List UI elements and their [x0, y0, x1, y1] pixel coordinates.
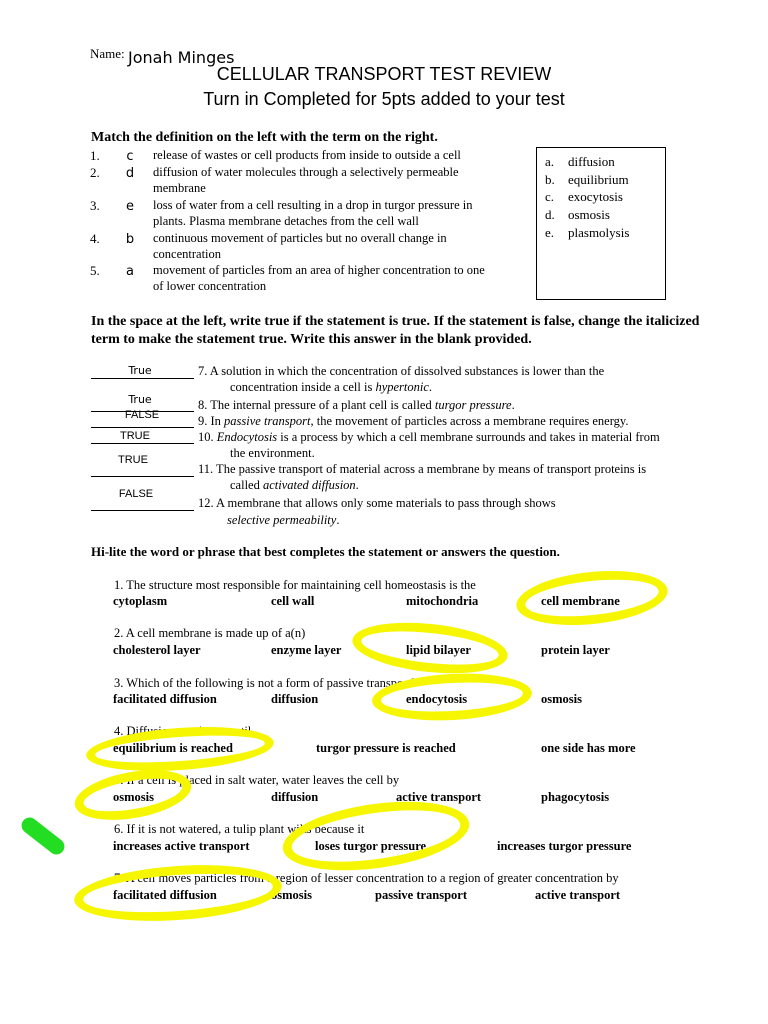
highlight-loop-q5 — [71, 762, 195, 828]
question-stem: 7. A cell moves particles from a region of lesser concentration to a region of greater concentration by — [114, 871, 619, 885]
match-definition-cont: of lower concentration — [153, 279, 267, 293]
term-letter: d. — [545, 207, 555, 222]
term-equilibrium: equilibrium — [568, 172, 629, 187]
question-stem: 3. Which of the following is not a form of passive transport? — [114, 676, 417, 690]
match-number: 1. — [90, 148, 100, 163]
answer-blank-line[interactable] — [91, 510, 194, 511]
match-answer-blank[interactable]: a — [126, 264, 134, 279]
option-cytoplasm[interactable]: cytoplasm — [113, 594, 168, 608]
tf-statement: 7. A solution in which the concentration of dissolved substances is lower than the — [198, 364, 605, 378]
option-one-side-has-more[interactable]: one side has more — [541, 741, 636, 755]
option-cholesterol-layer[interactable]: cholesterol layer — [113, 643, 201, 657]
term-plasmolysis: plasmolysis — [568, 225, 630, 240]
matching-instructions: Match the definition on the left with the term on the right. — [91, 130, 438, 145]
match-answer-blank[interactable]: d — [125, 166, 135, 181]
tf-answer[interactable]: True — [128, 364, 152, 377]
true-false-instructions: In the space at the left, write true if the statement is true. If the statement is false, change the italicized term to make the statement true. Write this answer in the blank provided. — [91, 314, 700, 347]
question-stem: 4. Diffusion continues until — [114, 724, 252, 738]
option-equilibrium-is-reached[interactable]: equilibrium is reached — [113, 741, 233, 755]
question-stem: 5. If a cell is placed in salt water, water leaves the cell by — [114, 773, 400, 787]
match-definition-cont: membrane — [153, 181, 206, 195]
option-osmosis[interactable]: osmosis — [271, 888, 312, 902]
option-loses-turgor-pressure[interactable]: loses turgor pressure — [315, 839, 427, 853]
student-name[interactable]: Jonah Minges — [128, 48, 235, 67]
option-cell-membrane[interactable]: cell membrane — [541, 594, 620, 608]
option-osmosis[interactable]: osmosis — [541, 692, 582, 706]
option-cell-wall[interactable]: cell wall — [271, 594, 315, 608]
answer-blank-line[interactable] — [91, 378, 194, 379]
option-facilitated-diffusion[interactable]: facilitated diffusion — [113, 888, 217, 902]
tf-answer[interactable]: FALSE — [124, 409, 160, 421]
option-endocytosis[interactable]: endocytosis — [406, 692, 468, 706]
answer-blank-line[interactable] — [91, 476, 194, 477]
question-stem: 1. The structure most responsible for maintaining cell homeostasis is the — [114, 578, 476, 592]
tf-statement-cont: called activated diffusion. — [230, 478, 359, 492]
question-stem: 6. If it is not watered, a tulip plant wilts because it — [114, 822, 365, 836]
option-increases-turgor-pressure[interactable]: increases turgor pressure — [497, 839, 632, 853]
tf-statement: 9. In passive transport, the movement of particles across a membrane requires energy. — [198, 414, 629, 428]
match-number: 5. — [90, 263, 100, 278]
tf-answer[interactable]: TRUE — [118, 454, 148, 466]
tf-statement-cont: concentration inside a cell is hypertonic. — [230, 380, 433, 394]
option-osmosis[interactable]: osmosis — [113, 790, 154, 804]
term-letter: c. — [545, 189, 555, 204]
match-number: 2. — [90, 165, 100, 180]
option-mitochondria[interactable]: mitochondria — [406, 594, 479, 608]
option-enzyme-layer[interactable]: enzyme layer — [271, 643, 342, 657]
highlight-loop-q1 — [514, 564, 671, 632]
tf-answer[interactable]: TRUE — [120, 430, 150, 442]
term-exocytosis: exocytosis — [568, 189, 623, 204]
highlight-loop-q7 — [72, 859, 283, 927]
option-facilitated-diffusion[interactable]: facilitated diffusion — [113, 692, 217, 706]
term-letter: e. — [545, 225, 555, 240]
term-diffusion: diffusion — [568, 154, 615, 169]
option-diffusion[interactable]: diffusion — [271, 692, 319, 706]
page-title: CELLULAR TRANSPORT TEST REVIEW — [216, 64, 552, 84]
green-marker-stroke — [18, 814, 67, 857]
tf-statement: 12. A membrane that allows only some materials to pass through shows — [198, 496, 556, 510]
match-definition-cont: concentration — [153, 247, 222, 261]
tf-statement: 8. The internal pressure of a plant cell is called turgor pressure. — [198, 398, 515, 412]
match-definition: release of wastes or cell products from inside to outside a cell — [153, 148, 461, 162]
tf-answer[interactable]: FALSE — [118, 488, 154, 500]
option-turgor-pressure-is-reached[interactable]: turgor pressure is reached — [316, 741, 456, 755]
match-definition: diffusion of water molecules through a selectively permeable — [153, 165, 459, 179]
match-number: 4. — [90, 231, 100, 246]
option-protein-layer[interactable]: protein layer — [541, 643, 610, 657]
question-stem: 2. A cell membrane is made up of a(n) — [114, 626, 306, 640]
match-answer-blank[interactable]: c — [126, 149, 134, 164]
option-diffusion[interactable]: diffusion — [271, 790, 319, 804]
tf-statement-cont: selective permeability. — [227, 513, 340, 527]
match-answer-blank[interactable]: b — [125, 232, 135, 247]
match-answer-blank[interactable]: e — [126, 199, 134, 214]
option-active-transport[interactable]: active transport — [535, 888, 621, 902]
tf-statement-cont: the environment. — [230, 446, 315, 460]
term-list-box — [536, 147, 666, 300]
page-subtitle: Turn in Completed for 5pts added to your test — [203, 89, 565, 109]
term-letter: b. — [545, 172, 555, 187]
term-osmosis: osmosis — [568, 207, 610, 222]
tf-statement: 10. Endocytosis is a process by which a cell membrane surrounds and takes in material from — [198, 430, 660, 444]
highlight-loop-q2 — [350, 616, 510, 680]
match-definition: loss of water from a cell resulting in a drop in turgor pressure in — [153, 198, 473, 212]
term-letter: a. — [545, 154, 555, 169]
match-number: 3. — [90, 198, 100, 213]
answer-blank-line[interactable] — [91, 427, 194, 428]
match-definition-cont: plants. Plasma membrane detaches from the cell wall — [153, 214, 419, 228]
option-phagocytosis[interactable]: phagocytosis — [541, 790, 610, 804]
multiple-choice-instructions: Hi-lite the word or phrase that best completes the statement or answers the question. — [91, 544, 560, 559]
name-label: Name: — [90, 46, 125, 61]
option-increases-active-transport[interactable]: increases active transport — [113, 839, 250, 853]
option-passive-transport[interactable]: passive transport — [375, 888, 468, 902]
tf-answer[interactable]: True — [128, 393, 152, 406]
answer-blank-line[interactable] — [91, 443, 194, 444]
tf-statement: 11. The passive transport of material across a membrane by means of transport proteins is — [198, 462, 647, 476]
match-definition: movement of particles from an area of higher concentration to one — [153, 263, 485, 277]
match-definition: continuous movement of particles but no overall change in — [153, 231, 447, 245]
option-lipid-bilayer[interactable]: lipid bilayer — [406, 643, 471, 657]
option-active-transport[interactable]: active transport — [396, 790, 482, 804]
